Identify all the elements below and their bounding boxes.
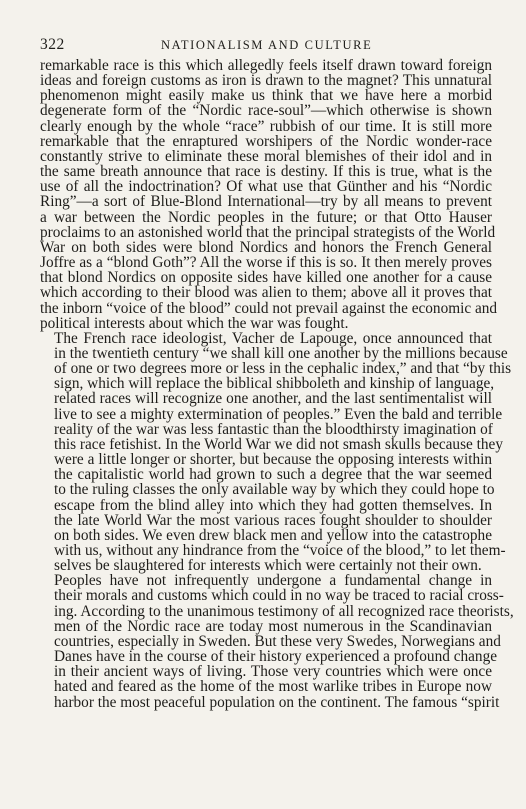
text-line: this race fetishist. In the World War we did not smash skulls because they — [54, 435, 503, 453]
text-line: reality of the war was less fantastic than the bloodthirsty imagination of — [54, 420, 493, 438]
text-line: selves be slaughtered for interests which were certainly not their own. — [54, 557, 482, 575]
text-line: in their ancient ways of living. Those very countries which were once — [54, 663, 492, 681]
text-line: of one or two degrees more or less in the cephalic index,” and that “by this — [54, 360, 512, 378]
text-line: their morals and customs which could in no way be traced to racial cross- — [54, 587, 504, 605]
paragraph — [40, 329, 512, 575]
text-line: which according to their blood was alien to them; above all it proves that — [40, 284, 492, 302]
text-line: hated and feared as the home of the most warlike tribes in Europe now — [54, 678, 492, 696]
text-line: to the ruling classes the only available way by which they could hope to — [54, 481, 495, 499]
text-line: The French race ideologist, Vacher de Lapouge, once announced that — [54, 329, 492, 347]
text-line: live to see a mighty extermination of peoples.” Even the bald and terrible — [54, 405, 503, 423]
text-line: the inborn “voice of the blood” could not prevail against the economic and — [40, 299, 498, 317]
text-line: the same breath announce that race is destiny. If this is true, what is the — [40, 163, 492, 181]
text-line: Peoples have not infrequently undergone a fundamental change in — [54, 572, 492, 590]
text-line: clearly enough by the whole “race” rubbish of our time. It is still more — [40, 117, 492, 135]
text-line: that blond Nordics on opposite sides have killed one another for a cause — [40, 269, 492, 287]
text-line: with us, without any hindrance from the “voice of the blood,” to let them- — [54, 542, 506, 559]
text-line: the capitalistic world had grown to such a degree that the war seemed — [54, 466, 492, 484]
text-line: men of the Nordic race are today most numerous in the Scandinavian — [54, 617, 492, 635]
page-number: 322 — [40, 36, 65, 53]
text-line: constantly strive to eliminate these moral blemishes of their idol and in — [40, 147, 492, 165]
paragraph — [40, 572, 514, 711]
text-line: remarkable that the enraptured worshipers of the Nordic wonder-race — [40, 132, 492, 150]
text-line: escape from the blind alley into which they had gotten themselves. In — [54, 496, 492, 514]
text-line: Danes have in the course of their history experienced a profound change — [54, 648, 498, 666]
text-line: in the twentieth century “we shall kill one another by the millions because — [54, 344, 508, 362]
text-line: related races will recognize one another, and the last sentimentalist will — [54, 390, 492, 408]
text-line: phenomenon might easily make us think that we have here a morbid — [40, 87, 492, 105]
running-head — [40, 36, 492, 56]
text-line: Joffre as a “blond Goth”? All the worse if this is so. It then merely proves — [40, 254, 492, 272]
running-title: NATIONALISM AND CULTURE — [161, 38, 373, 52]
text-line: on both sides. We even drew black men and yellow into the catastrophe — [54, 526, 492, 544]
text-line: use of all the indoctrination? Of what use that Günther and his “Nordic — [40, 178, 492, 196]
text-line: political interests about which the war was fought. — [40, 314, 349, 332]
text-line: were a little longer or shorter, but because the opposing interests within — [54, 451, 492, 469]
text-line: War on both sides were blond Nordics and honors the French General — [40, 238, 492, 256]
text-line: a war between the Nordic peoples in the future; or that Otto Hauser — [40, 208, 492, 226]
text-line: proclaims to an astonished world that the principal strategists of the World — [40, 223, 496, 241]
text-line: countries, especially in Sweden. But these very Swedes, Norwegians and — [54, 632, 501, 650]
text-line: ideas and foreign customs as iron is drawn to the magnet? This unnatural — [40, 72, 492, 90]
text-line: degenerate form of the “Nordic race-soul”—which otherwise is shown — [40, 102, 492, 120]
body-text — [40, 57, 514, 711]
text-line: the late World War the most various races fought shoulder to shoulder — [54, 511, 492, 529]
text-line: Ring”—a sort of Blue-Blond International—try by all means to prevent — [40, 193, 492, 211]
text-line: remarkable race is this which allegedly feels itself drawn toward foreign — [40, 57, 492, 74]
paragraph — [40, 57, 498, 332]
text-line: harbor the most peaceful population on the continent. The famous “spirit — [54, 693, 500, 711]
text-line: sign, which will replace the biblical shibboleth and kinship of language, — [54, 375, 495, 393]
text-line: ing. According to the unanimous testimony of all recognized race theorists, — [54, 602, 514, 620]
